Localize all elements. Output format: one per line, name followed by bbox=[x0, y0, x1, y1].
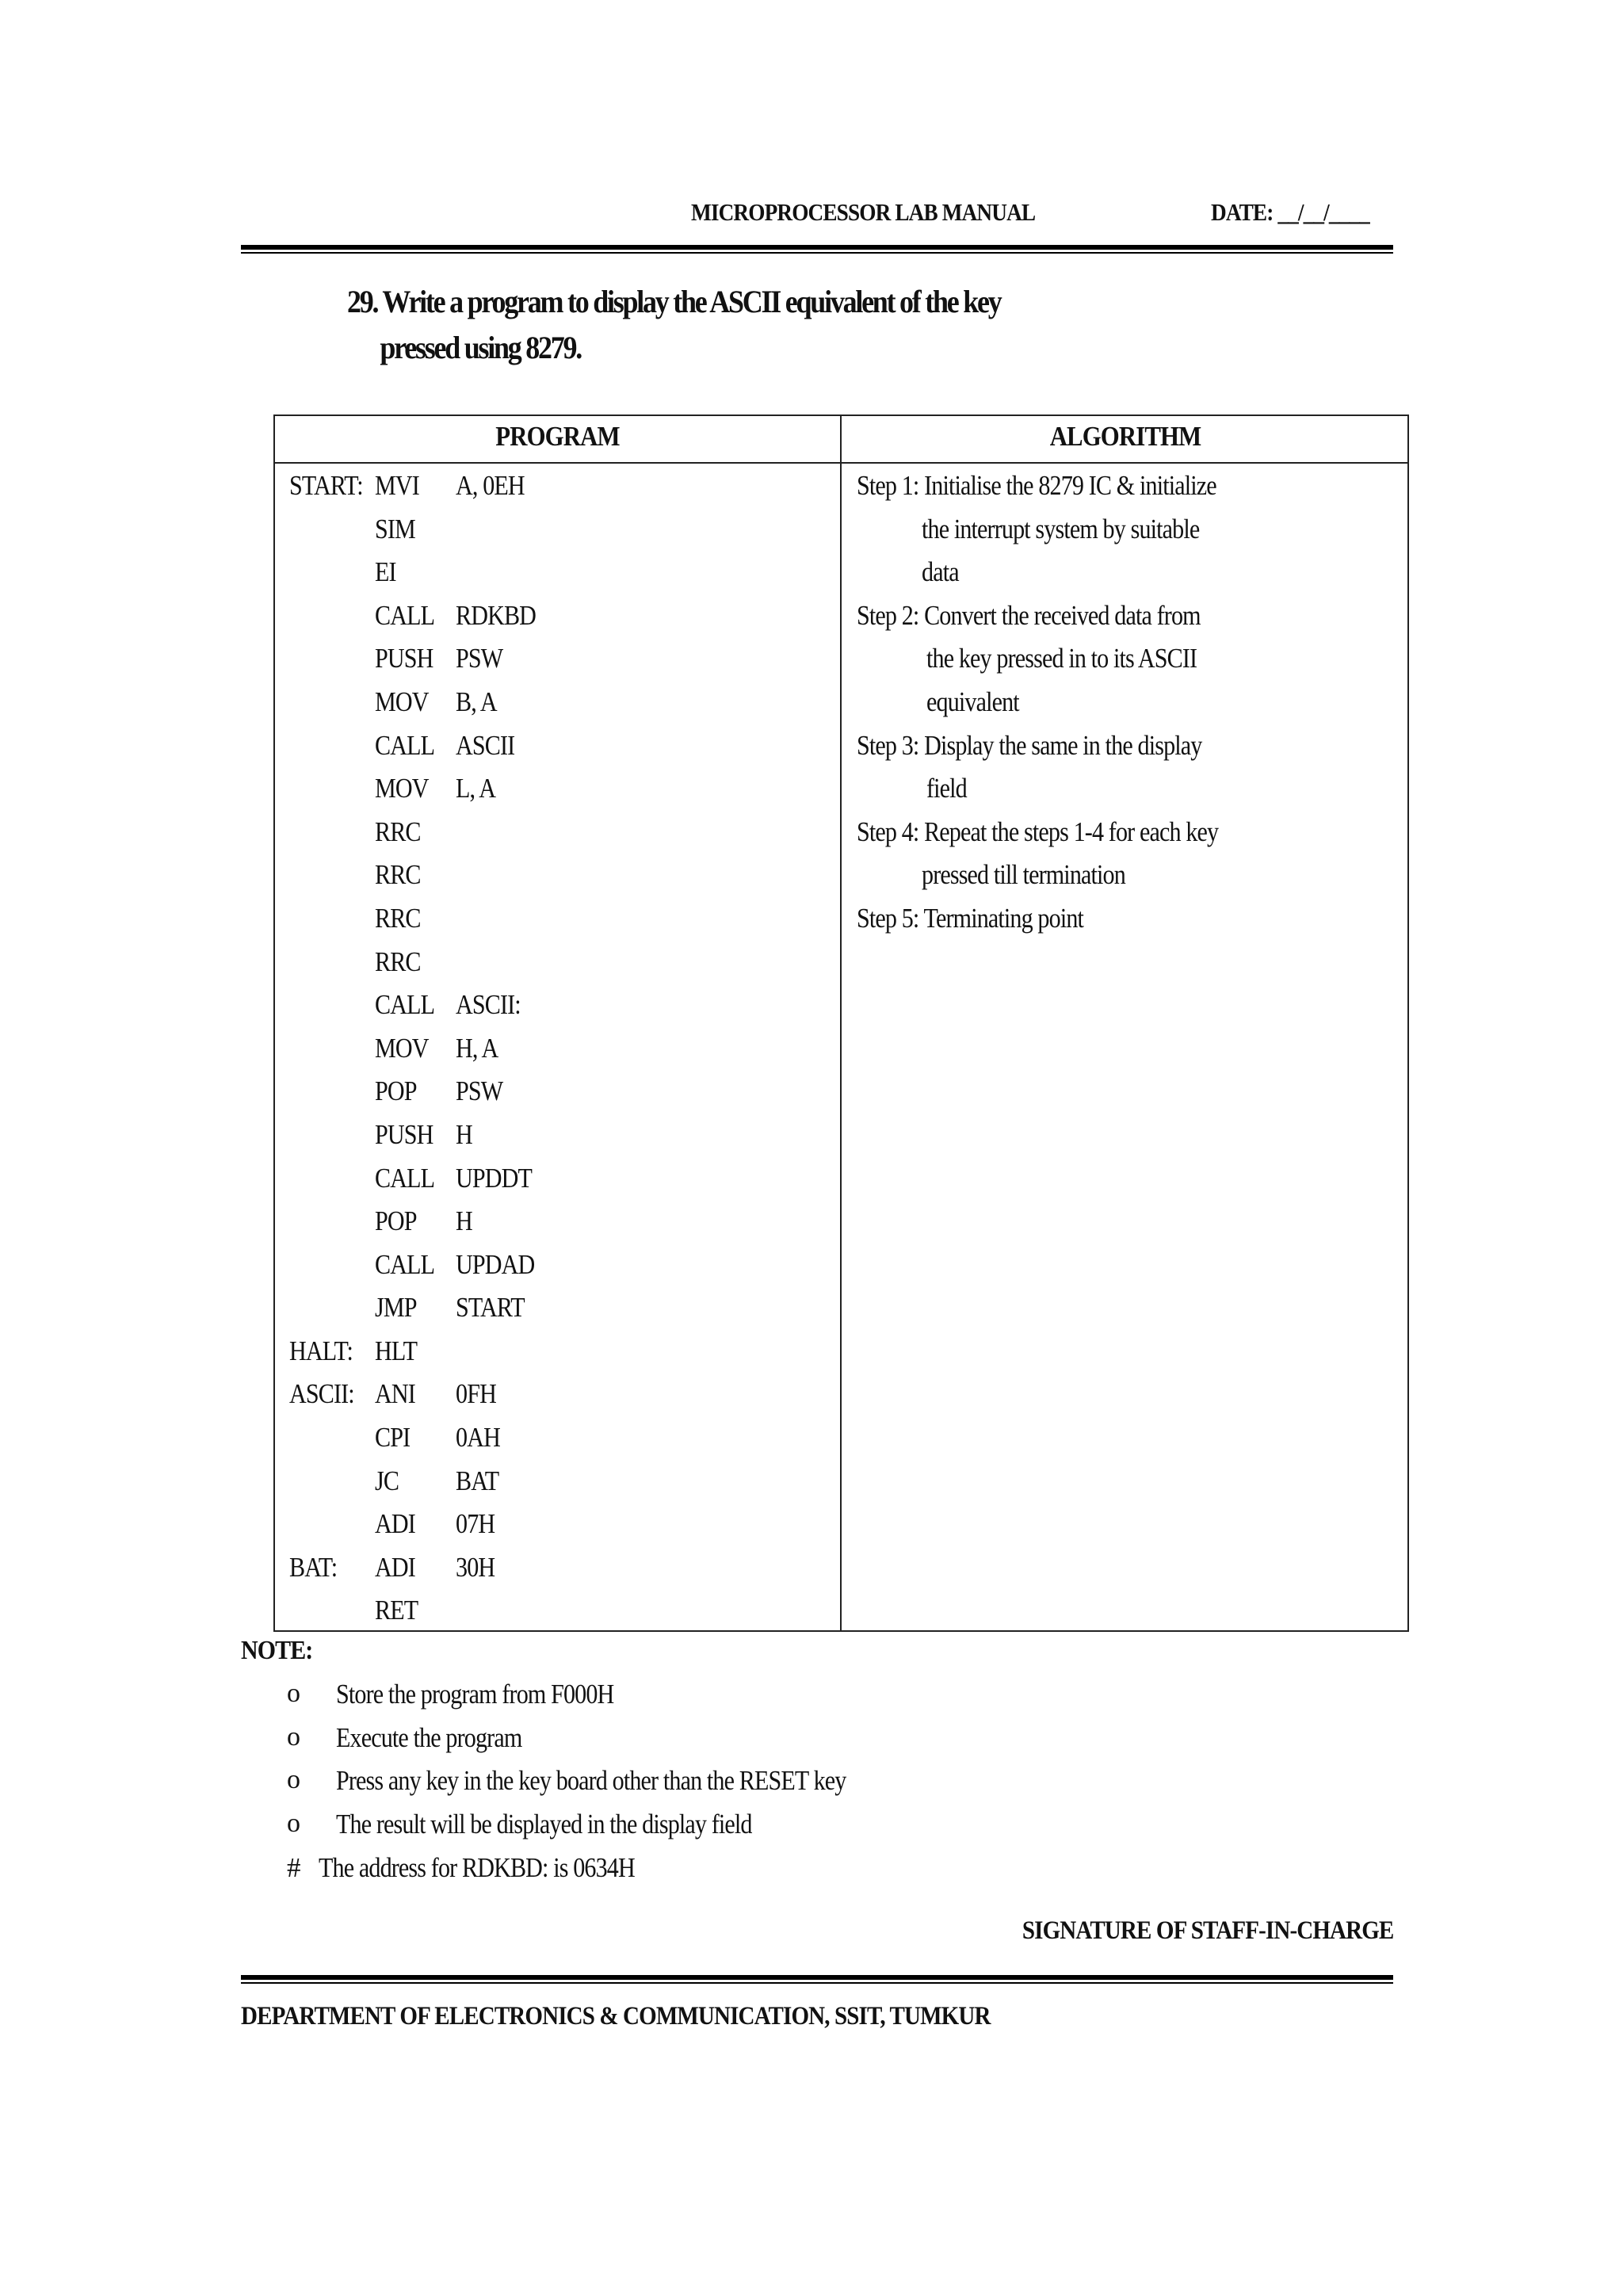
program-label: START: bbox=[289, 470, 363, 501]
bullet-icon: o bbox=[287, 1679, 300, 1708]
program-opcode: RRC bbox=[375, 859, 421, 891]
program-opcode: CALL bbox=[375, 1248, 435, 1280]
program-opcode: MOV bbox=[375, 773, 429, 804]
program-operand: 0FH bbox=[456, 1378, 496, 1410]
program-operand: A, 0EH bbox=[456, 470, 525, 501]
algorithm-line-text: Step 1: Initialise the 8279 IC & initialize bbox=[857, 470, 1216, 501]
program-operand: 0AH bbox=[456, 1422, 500, 1454]
staff-signature-label: SIGNATURE OF STAFF-IN-CHARGE bbox=[1022, 1916, 1393, 1945]
algorithm-line-text: pressed till termination bbox=[922, 859, 1125, 891]
algorithm-line bbox=[857, 470, 1396, 514]
program-operand: H, A bbox=[456, 1032, 498, 1064]
program-operand: 07H bbox=[456, 1508, 495, 1540]
program-opcode: CALL bbox=[375, 729, 435, 761]
program-operand: BAT bbox=[456, 1465, 499, 1496]
program-opcode: MOV bbox=[375, 1032, 429, 1064]
algorithm-line-text: Step 2: Convert the received data from bbox=[857, 599, 1201, 631]
algorithm-line-text: Step 5: Terminating point bbox=[857, 902, 1084, 934]
manual-title: MICROPROCESSOR LAB MANUAL bbox=[691, 198, 1036, 226]
algorithm-line-text: field bbox=[926, 773, 967, 804]
algorithm-line bbox=[857, 643, 1396, 686]
note-heading: NOTE: bbox=[241, 1636, 313, 1665]
program-opcode: ADI bbox=[375, 1508, 415, 1540]
bullet-icon: o bbox=[287, 1721, 300, 1752]
program-operand: PSW bbox=[456, 1075, 503, 1107]
algorithm-line bbox=[857, 600, 1396, 644]
question-line-1: 29. Write a program to display the ASCII equivalent of the key bbox=[347, 284, 1001, 319]
program-label: HALT: bbox=[289, 1335, 353, 1366]
algorithm-line bbox=[857, 816, 1396, 860]
program-opcode: JMP bbox=[375, 1292, 417, 1324]
bullet-icon: o bbox=[287, 1765, 300, 1795]
algorithm-line bbox=[857, 773, 1396, 816]
algorithm-steps bbox=[857, 470, 1396, 946]
program-opcode: JC bbox=[375, 1465, 399, 1496]
program-operand: H bbox=[456, 1118, 472, 1150]
program-opcode: MOV bbox=[375, 686, 429, 717]
program-opcode: RRC bbox=[375, 902, 421, 934]
program-operand: H bbox=[456, 1205, 472, 1237]
algorithm-line-text: the key pressed in to its ASCII bbox=[926, 643, 1197, 674]
program-opcode: MVI bbox=[375, 470, 419, 501]
program-operand: UPDDT bbox=[456, 1162, 533, 1194]
bullet-icon: o bbox=[287, 1808, 300, 1838]
program-operand: PSW bbox=[456, 643, 503, 674]
algorithm-line-text: Step 4: Repeat the steps 1-4 for each key bbox=[857, 816, 1219, 847]
note-address-text: The address for RDKBD: is 0634H bbox=[319, 1852, 635, 1883]
program-label: BAT: bbox=[289, 1551, 338, 1583]
program-opcode: CALL bbox=[375, 599, 435, 631]
program-operand: UPDAD bbox=[456, 1248, 535, 1280]
program-operand: B, A bbox=[456, 686, 497, 717]
algorithm-line bbox=[857, 686, 1396, 730]
note-item-text: Store the program from F000H bbox=[336, 1679, 614, 1710]
algorithm-column-header: ALGORITHM bbox=[1049, 421, 1201, 452]
program-label: ASCII: bbox=[289, 1378, 354, 1410]
algorithm-line-text: the interrupt system by suitable bbox=[922, 513, 1200, 544]
program-opcode: PUSH bbox=[375, 643, 433, 674]
program-operand: 30H bbox=[456, 1551, 495, 1583]
program-opcode: HLT bbox=[375, 1335, 418, 1366]
program-algorithm-table bbox=[273, 415, 1409, 1632]
department-footer: DEPARTMENT OF ELECTRONICS & COMMUNICATION, SSIT, TUMKUR bbox=[241, 2002, 991, 2030]
header-rule-thick bbox=[241, 245, 1393, 250]
date-field: DATE: __/__/____ bbox=[1211, 198, 1369, 226]
algorithm-line bbox=[857, 859, 1396, 903]
program-opcode: EI bbox=[375, 556, 396, 588]
algorithm-line-text: data bbox=[922, 556, 959, 588]
header-rule-thin bbox=[241, 252, 1393, 254]
header-divider bbox=[275, 462, 1407, 464]
program-operand: RDKBD bbox=[456, 599, 537, 631]
algorithm-line bbox=[857, 730, 1396, 774]
program-opcode: CALL bbox=[375, 1162, 435, 1194]
column-divider bbox=[840, 416, 842, 1630]
note-item-text: The result will be displayed in the display field bbox=[336, 1808, 752, 1839]
algorithm-line-text: Step 3: Display the same in the display bbox=[857, 729, 1202, 761]
footer-rule-thick bbox=[241, 1975, 1393, 1980]
program-opcode: ADI bbox=[375, 1551, 415, 1583]
program-operand: L, A bbox=[456, 773, 496, 804]
question-heading bbox=[347, 279, 1060, 371]
hash-symbol: # bbox=[287, 1852, 300, 1883]
program-column-header: PROGRAM bbox=[495, 421, 620, 452]
program-opcode: ANI bbox=[375, 1378, 415, 1410]
program-opcode: SIM bbox=[375, 513, 415, 544]
algorithm-line bbox=[857, 514, 1396, 557]
program-opcode: POP bbox=[375, 1205, 417, 1237]
note-item-text: Press any key in the key board other than the RESET key bbox=[336, 1765, 846, 1797]
question-line-2: pressed using 8279. bbox=[380, 330, 582, 365]
program-opcode: RRC bbox=[375, 946, 421, 977]
program-opcode: RRC bbox=[375, 816, 421, 847]
program-operand: ASCII bbox=[456, 729, 515, 761]
program-opcode: RET bbox=[375, 1595, 418, 1626]
program-operand: START bbox=[456, 1292, 525, 1324]
program-opcode: CPI bbox=[375, 1422, 411, 1454]
program-opcode: PUSH bbox=[375, 1118, 433, 1150]
algorithm-line bbox=[857, 903, 1396, 946]
program-opcode: CALL bbox=[375, 989, 435, 1021]
algorithm-line-text: equivalent bbox=[926, 686, 1019, 717]
note-item-text: Execute the program bbox=[336, 1721, 522, 1753]
program-opcode: POP bbox=[375, 1075, 417, 1107]
algorithm-line bbox=[857, 556, 1396, 600]
program-operand: ASCII: bbox=[456, 989, 521, 1021]
footer-rule-thin bbox=[241, 1982, 1393, 1984]
